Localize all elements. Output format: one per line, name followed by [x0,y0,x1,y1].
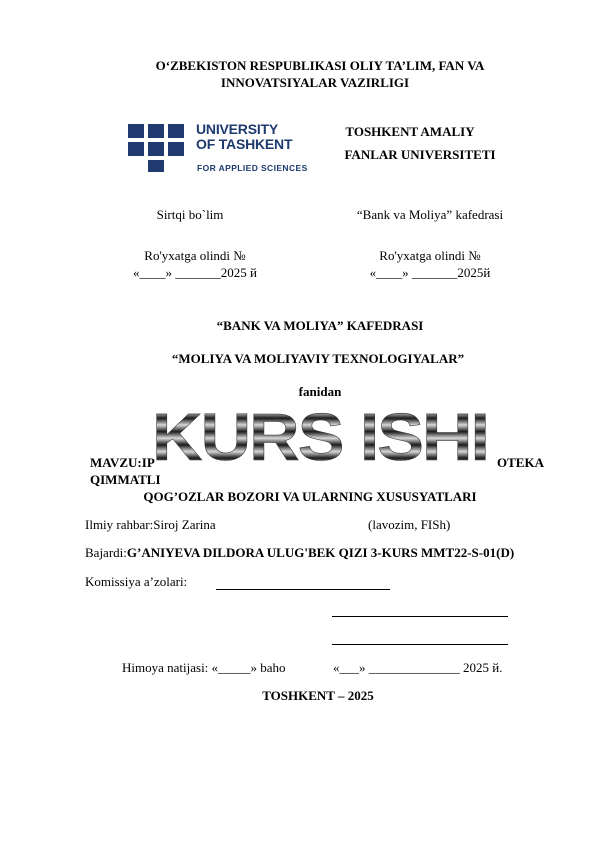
subject-title: “MOLIYA VA MOLIYAVIY TEXNOLOGIYALAR” [171,351,465,366]
defense-date: «___» ______________ 2025 й. [333,660,503,675]
author-label: Bajardi: [85,545,127,560]
author-row [85,545,514,561]
topic-label-right: OTEKA [497,455,544,470]
university-name-line-2: FANLAR UNIVERSITETI [344,147,496,162]
supervisor-name: Siroj Zarina [153,517,216,532]
topic-line-2: QIMMATLI [90,472,161,487]
author-name: G’ANIYEVA DILDORA ULUG'BEK QIZI 3-KURS MMT22-S-01(D) [126,545,515,560]
supervisor-label: Ilmiy rahbar: [85,517,154,532]
kafedra-title: “BANK VA MOLIYA” KAFEDRASI [216,318,424,333]
city-year: TOSHKENT – 2025 [262,688,374,703]
wordart-text: KURS ISHI [152,400,488,475]
university-name-line-1: TOSHKENT AMALIY [345,124,475,139]
topic-label-left: MAVZU:IP [90,455,155,470]
commission-signature-line-2 [332,616,508,617]
kurs-ishi-wordart [145,400,495,475]
commission-signature-line-1 [216,589,390,590]
right-date: «____» _______2025й [369,265,491,280]
commission-signature-line-3 [332,644,508,645]
defense-result: Himoya natijasi: «_____» baho [122,660,286,675]
university-logo-mark [128,124,186,172]
ministry-line-1: O‘ZBEKISTON RESPUBLIKASI OLIY TA’LIM, FAN VA [155,58,485,73]
left-date: «____» _______2025 й [133,265,257,280]
left-dept: Sirtqi bo`lim [156,207,224,222]
ministry-line-2: INNOVATSIYALAR VAZIRLIGI [220,75,410,90]
fanidan-label: fanidan [298,384,342,399]
university-logo-text: UNIVERSITY OF TASHKENT [196,121,293,152]
right-received: Ro'yxatga olindi № [379,248,481,263]
topic-line-3: QOG’OZLAR BOZORI VA ULARNING XUSUSYATLARI [143,489,477,504]
supervisor-row [85,517,216,533]
left-received: Ro'yxatga olindi № [144,248,246,263]
commission-label: Komissiya a’zolari: [85,574,188,589]
university-logo-subtitle: FOR APPLIED SCIENCES [197,163,308,172]
supervisor-role: (lavozim, FISh) [368,517,451,532]
right-dept: “Bank va Moliya” kafedrasi [356,207,504,222]
